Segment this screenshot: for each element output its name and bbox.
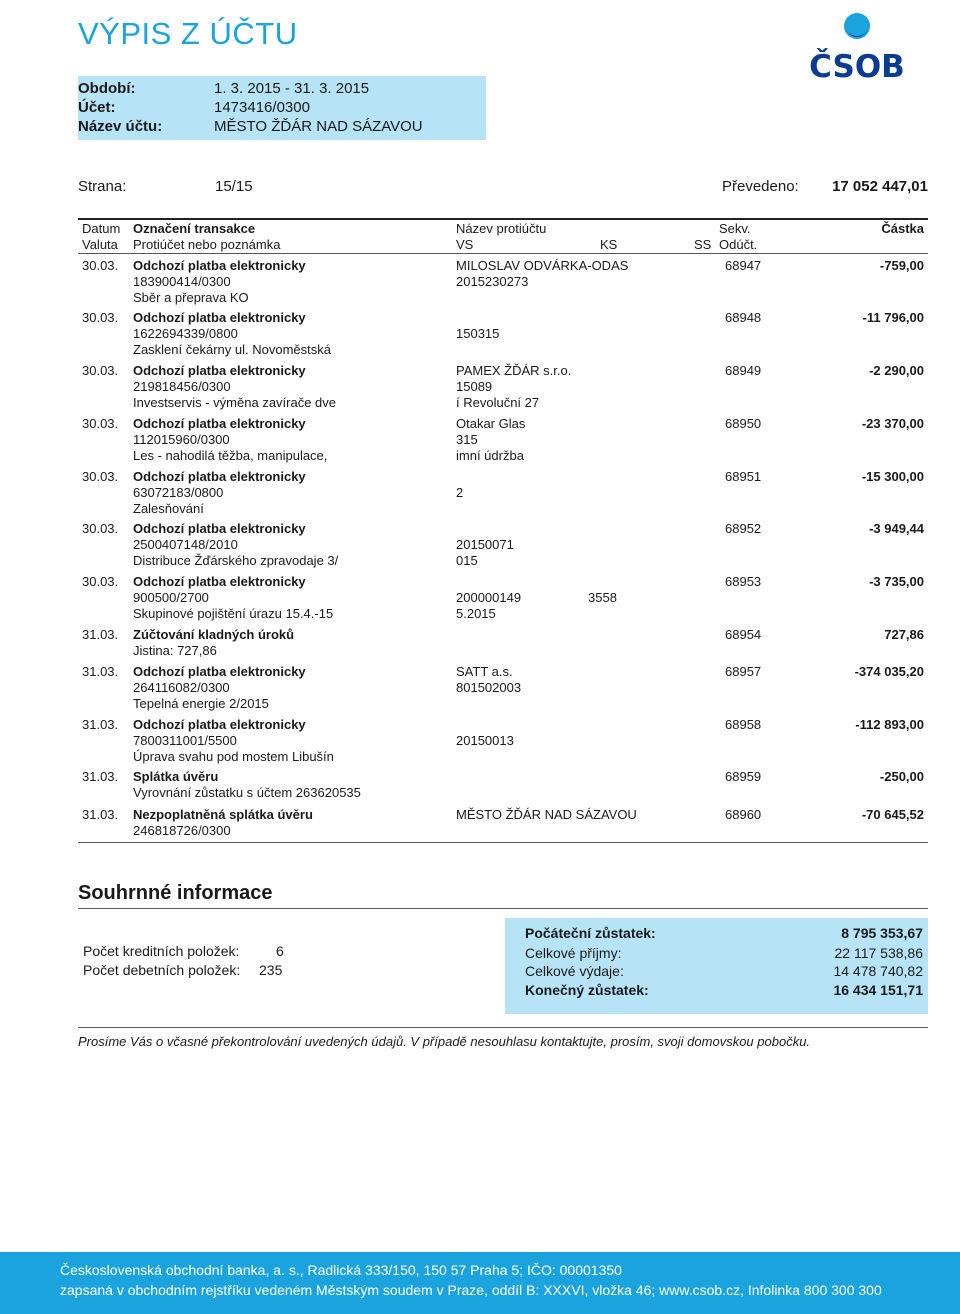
tx-vs: 2015230273 (456, 274, 529, 289)
tx-date: 31.03. (82, 664, 119, 679)
tx-note: Sběr a přeprava KO (133, 290, 249, 305)
period-value: 1. 3. 2015 - 31. 3. 2015 (214, 80, 370, 97)
page-number: 15/15 (215, 178, 253, 195)
tx-amount: -2 290,00 (869, 363, 924, 378)
tx-date: 30.03. (82, 469, 119, 484)
header-ks: KS (600, 237, 618, 252)
header-oduct: Odúčt. (719, 237, 758, 252)
tx-counter-account: 900500/2700 (133, 590, 209, 605)
account-value: 1473416/0300 (214, 99, 310, 116)
tx-sequence: 68952 (725, 521, 762, 536)
expense-value: 14 478 740,82 (833, 963, 923, 979)
table-top-rule (78, 218, 928, 220)
tx-amount: -759,00 (879, 258, 924, 273)
tx-amount: -70 645,52 (861, 807, 924, 822)
footer-address: Československá obchodní banka, a. s., Radlická 333/150, 150 57 Praha 5; IČO: 00001350 (60, 1262, 622, 1278)
verification-note: Prosíme Vás o včasné překontrolování uvedených údajů. V případě nesouhlasu kontaktujte, prosím, svoji domovskou pobočku. (78, 1034, 811, 1049)
credit-count-label: Počet kreditních položek: (83, 943, 240, 959)
income-label: Celkové příjmy: (525, 945, 622, 961)
page-label: Strana: (78, 178, 127, 195)
tx-amount: -374 035,20 (854, 664, 924, 679)
debit-count-label: Počet debetních položek: (83, 962, 241, 978)
tx-note: Skupinové pojištění úrazu 15.4.-15 (133, 606, 334, 621)
tx-vs-cont: 015 (456, 553, 478, 568)
summary-rule (78, 908, 928, 909)
tx-type: Odchozí platba elektronicky (133, 258, 306, 273)
tx-counter-name: MĚSTO ŽĎÁR NAD SÁZAVOU (456, 807, 637, 822)
tx-sequence: 68949 (725, 363, 762, 378)
tx-counter-account: 219818456/0300 (133, 379, 231, 394)
tx-vs-cont: 5.2015 (456, 606, 496, 621)
tx-amount: -11 796,00 (862, 310, 924, 325)
opening-balance-label: Počáteční zůstatek: (525, 925, 656, 941)
debit-count-value: 235 (259, 962, 283, 978)
tx-amount: -250,00 (879, 769, 924, 784)
tx-type: Splátka úvěru (133, 769, 219, 784)
tx-counter-account: 246818726/0300 (133, 823, 231, 838)
tx-amount: -15 300,00 (861, 469, 924, 484)
account-label: Účet: (78, 99, 116, 116)
transferred-label: Převedeno: (722, 178, 799, 195)
table-bottom-rule (78, 842, 928, 843)
tx-date: 31.03. (82, 627, 119, 642)
tx-type: Zúčtování kladných úroků (133, 627, 295, 642)
tx-amount: -3 949,44 (869, 521, 924, 536)
summary-title: Souhrnné informace (78, 882, 273, 904)
closing-balance-label: Konečný zůstatek: (525, 982, 649, 998)
tx-counter-account: 2500407148/2010 (133, 537, 238, 552)
tx-vs: 2 (456, 485, 464, 500)
tx-ks: 3558 (588, 590, 617, 605)
header-date: Datum (82, 221, 121, 236)
tx-note: Tepelná energie 2/2015 (133, 696, 269, 711)
tx-sequence: 68960 (725, 807, 762, 822)
tx-amount: -112 893,00 (855, 717, 924, 732)
opening-balance-value: 8 795 353,67 (841, 925, 923, 941)
note-rule (78, 1027, 928, 1028)
header-valuta: Valuta (82, 237, 118, 252)
tx-type: Odchozí platba elektronicky (133, 416, 306, 431)
transferred-value: 17 052 447,01 (832, 178, 928, 195)
tx-type: Nezpoplatněná splátka úvěru (133, 807, 313, 822)
header-counter: Protiúčet nebo poznámka (133, 237, 281, 252)
tx-counter-account: Vyrovnání zůstatku s účtem 263620535 (133, 785, 361, 800)
tx-date: 30.03. (82, 310, 119, 325)
tx-type: Odchozí platba elektronicky (133, 310, 306, 325)
tx-counter-name: PAMEX ŽĎÁR s.r.o. (456, 363, 572, 378)
tx-counter-account: 63072183/0800 (133, 485, 224, 500)
balance-summary-box (505, 918, 928, 1014)
tx-sequence: 68947 (725, 258, 762, 273)
tx-date: 31.03. (82, 807, 119, 822)
header-ss: SS (694, 237, 712, 252)
header-desc: Označení transakce (133, 221, 256, 236)
tx-sequence: 68953 (725, 574, 762, 589)
closing-balance-value: 16 434 151,71 (833, 982, 923, 998)
tx-counter-account: 183900414/0300 (133, 274, 231, 289)
document-title: VÝPIS Z ÚČTU (78, 16, 298, 51)
tx-counter-account: 1622694339/0800 (133, 326, 238, 341)
tx-note: Les - nahodilá těžba, manipulace, (133, 448, 328, 463)
tx-type: Odchozí platba elektronicky (133, 717, 306, 732)
header-sekv: Sekv. (719, 221, 751, 236)
account-name-label: Název účtu: (78, 118, 163, 135)
tx-date: 30.03. (82, 258, 119, 273)
tx-note: Distribuce Žďárského zpravodaje 3/ (133, 553, 339, 568)
tx-sequence: 68959 (725, 769, 762, 784)
tx-type: Odchozí platba elektronicky (133, 664, 306, 679)
tx-type: Odchozí platba elektronicky (133, 521, 306, 536)
tx-note: Investservis - výměna zavírače dve (133, 395, 337, 410)
tx-sequence: 68948 (725, 310, 762, 325)
bank-footer (0, 1252, 960, 1314)
logo-text: ČSOB (809, 49, 905, 80)
header-vs: VS (456, 237, 474, 252)
tx-date: 31.03. (82, 769, 119, 784)
tx-sequence: 68954 (725, 627, 762, 642)
tx-type: Odchozí platba elektronicky (133, 469, 306, 484)
tx-vs: 150315 (456, 326, 500, 341)
tx-date: 30.03. (82, 416, 119, 431)
expense-label: Celkové výdaje: (525, 963, 624, 979)
tx-counter-name: SATT a.s. (456, 664, 513, 679)
tx-vs: 20150013 (456, 733, 514, 748)
tx-sequence: 68950 (725, 416, 762, 431)
tx-vs-cont: imní údržba (456, 448, 524, 463)
tx-sequence: 68958 (725, 717, 762, 732)
tx-counter-name: Otakar Glas (456, 416, 526, 431)
tx-counter-account: 7800311001/5500 (133, 733, 237, 748)
footer-registry: zapsaná v obchodním rejstříku vedeném Městským soudem v Praze, oddíl B: XXXVI, vložka 46; www.csob.cz, Infolinka 800 300 300 (60, 1282, 882, 1298)
tx-note: Úprava svahu pod mostem Libušín (133, 749, 334, 764)
tx-amount: 727,86 (884, 627, 924, 642)
tx-type: Odchozí platba elektronicky (133, 574, 306, 589)
tx-note: Zasklení čekárny ul. Novoměstská (133, 342, 331, 357)
tx-vs: 20150071 (456, 537, 514, 552)
tx-date: 30.03. (82, 521, 119, 536)
debit-count-row (83, 961, 283, 979)
tx-date: 30.03. (82, 574, 119, 589)
income-value: 22 117 538,86 (834, 945, 923, 961)
tx-date: 31.03. (82, 717, 119, 732)
account-info-box (78, 76, 486, 140)
csob-logo (808, 6, 906, 80)
tx-amount: -3 735,00 (869, 574, 924, 589)
tx-vs: 315 (456, 432, 478, 447)
tx-vs: 15089 (456, 379, 493, 394)
tx-counter-name: MILOSLAV ODVÁRKA-ODAS (456, 258, 629, 273)
tx-date: 30.03. (82, 363, 119, 378)
tx-counter-account: 112015960/0300 (133, 432, 230, 447)
tx-type: Odchozí platba elektronicky (133, 363, 306, 378)
tx-vs: 200000149 (456, 590, 522, 605)
tx-counter-account: Jistina: 727,86 (133, 643, 217, 658)
tx-vs-cont: í Revoluční 27 (456, 395, 540, 410)
period-label: Období: (78, 80, 136, 97)
credit-count-value: 6 (276, 943, 284, 959)
account-name-value: MĚSTO ŽĎÁR NAD SÁZAVOU (214, 118, 423, 135)
tx-note: Zalesňování (133, 501, 204, 516)
header-amount: Částka (881, 221, 924, 236)
tx-counter-account: 264116082/0300 (133, 680, 230, 695)
table-header-rule (78, 253, 928, 254)
tx-sequence: 68951 (725, 469, 762, 484)
tx-amount: -23 370,00 (861, 416, 924, 431)
tx-vs: 801502003 (456, 680, 522, 695)
credit-count-row (83, 942, 284, 960)
header-name: Název protiúčtu (456, 221, 547, 236)
page-bar (78, 178, 928, 196)
tx-sequence: 68957 (725, 664, 762, 679)
